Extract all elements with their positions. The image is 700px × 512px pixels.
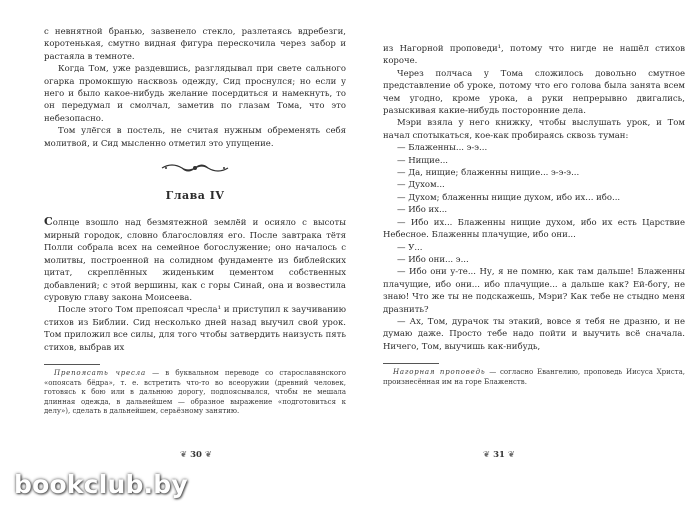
page-ornament-icon: ❦ xyxy=(204,450,213,460)
right-footnote-term: Нагорная проповедь xyxy=(393,368,486,377)
left-paragraph-3: Том улёгся в постель, не считая нужным обременять себя молитвой, и Сид мысленно отметил это упущение. xyxy=(44,126,346,149)
footnote-divider xyxy=(44,364,100,365)
right-paragraph-1: из Нагорной проповеди¹, потому что нигде не нашёл стихов короче. xyxy=(383,44,685,67)
chapter-ornament-icon xyxy=(44,160,346,176)
left-paragraph-1: с невнятной бранью, зазвенело стекло, разлетаясь вдребезги, коротенькая, смутно видная фигура перескочила через забор и растаяла в темноте. xyxy=(44,27,346,62)
dialogue-line: — Нищие... xyxy=(397,155,448,166)
dialogue-line: — У... xyxy=(397,242,423,253)
left-paragraph-after: После этого Том препоясал чресла¹ и приступил к заучиванию стихов из Библии. Сид несколько дней назад выучил свой урок. Том приложил все силы, для того чтобы затвердить наизусть пять стихов, выбрав их xyxy=(44,305,346,353)
page-ornament-icon: ❦ xyxy=(507,450,516,460)
chapter-opening-paragraph xyxy=(44,216,346,304)
left-footnote-text: — в буквальном переводе со старославянского «опоясать бёдра», т. е. встретить что-то во всеоружии (древний человек, готовясь к бою или в дальнюю дорогу, подпоясывался, чтобы не мешала длинная одежда, в дальнейшем — образное выражение «подготовиться к делу»), сделать в дальнейшем, серьёзному занятию. xyxy=(44,368,346,416)
dialogue-line: — Духом... xyxy=(397,180,445,191)
right-page-number xyxy=(483,450,515,460)
site-watermark: bookclub.by xyxy=(14,470,188,499)
left-paragraph-2: Когда Том, уже раздевшись, разглядывал при свете сального огарка промокшую насквозь одежду, Сид проснулся; но если у него и было какое-нибудь желание посердиться и намекнуть, то он передумал и смолчал, заметив по глазам Тома, что это небезопасно. xyxy=(44,64,346,124)
dialogue-line: — Ибо они у-те... Ну, я не помню, как там дальше! Блаженны плачущие, ибо они... ибо плачущие... а дальше как? Ей-богу, не знаю! Что же ты не подскажешь, Мэри? Как тебе не стыдно меня дразнить? xyxy=(383,267,685,315)
page-ornament-icon: ❦ xyxy=(180,450,188,460)
right-footnote-text: — согласно Евангелию, проповедь Иисуса Христа, произнесённая им на горе Блаженств. xyxy=(383,368,686,386)
right-paragraph-2: Через полчаса у Тома сложилось довольно смутное представление об уроке, потому что его голова была занята всем чем угодно, кроме урока, а руки непрерывно двигались, разыскивая какие-нибудь посторонние дела. xyxy=(383,68,685,117)
chapter-title: Глава IV xyxy=(165,189,225,203)
left-page xyxy=(44,26,346,472)
right-page xyxy=(383,43,685,489)
right-footnote xyxy=(383,368,685,387)
right-paragraph-3: Мэри взяла у него книжку, чтобы выслушать урок, и Том начал спотыкаться, кое-как пробираясь сквозь туман: xyxy=(383,118,685,141)
left-page-number xyxy=(180,450,212,460)
drop-cap-letter: С xyxy=(44,215,53,229)
dialogue-line: — Ибо их... xyxy=(397,205,448,216)
dialogue-line: — Духом; блаженны нищие духом, ибо их... ибо... xyxy=(397,192,621,203)
left-page-number-value: 30 xyxy=(190,450,202,460)
dialogue-line: — Ибо их... Блаженны нищие духом, ибо их есть Царствие Небесное. Блаженны плачущие, ибо они... xyxy=(383,217,685,241)
dialogue-line: — Ах, Том, дурачок ты этакий, вовсе я тебя не дразню, и не думаю даже. Просто тебе надо пойти и выучить всё сначала. Ничего, Том, выучишь как-нибудь, xyxy=(383,316,685,352)
dialogue-line: — Да, нищие; блаженны нищие... э-э-э... xyxy=(397,168,580,179)
page-ornament-icon: ❦ xyxy=(483,450,491,460)
footnote-divider xyxy=(383,363,439,364)
right-page-number-value: 31 xyxy=(493,450,505,460)
left-footnote xyxy=(44,369,346,417)
dialogue-line: — Блаженны... э-э... xyxy=(397,143,488,154)
chapter-opening-text: олнце взошло над безмятежной землёй и осияло с высоты мирный городок, словно благословляя его. После завтрака тётя Полли собрала всех на семейное богослужение; оно началось с молитвы, построенной на солидном фундаменте из библейских цитат, скреплённых жиденьким цементом собственных добавлений; с этой вершины, как с горы Синай, она и возвестила суровую главу закона Моисеева. xyxy=(44,218,346,303)
left-footnote-term: Препоясать чресла xyxy=(54,368,146,377)
dialogue-line: — Ибо они... э... xyxy=(397,254,469,265)
